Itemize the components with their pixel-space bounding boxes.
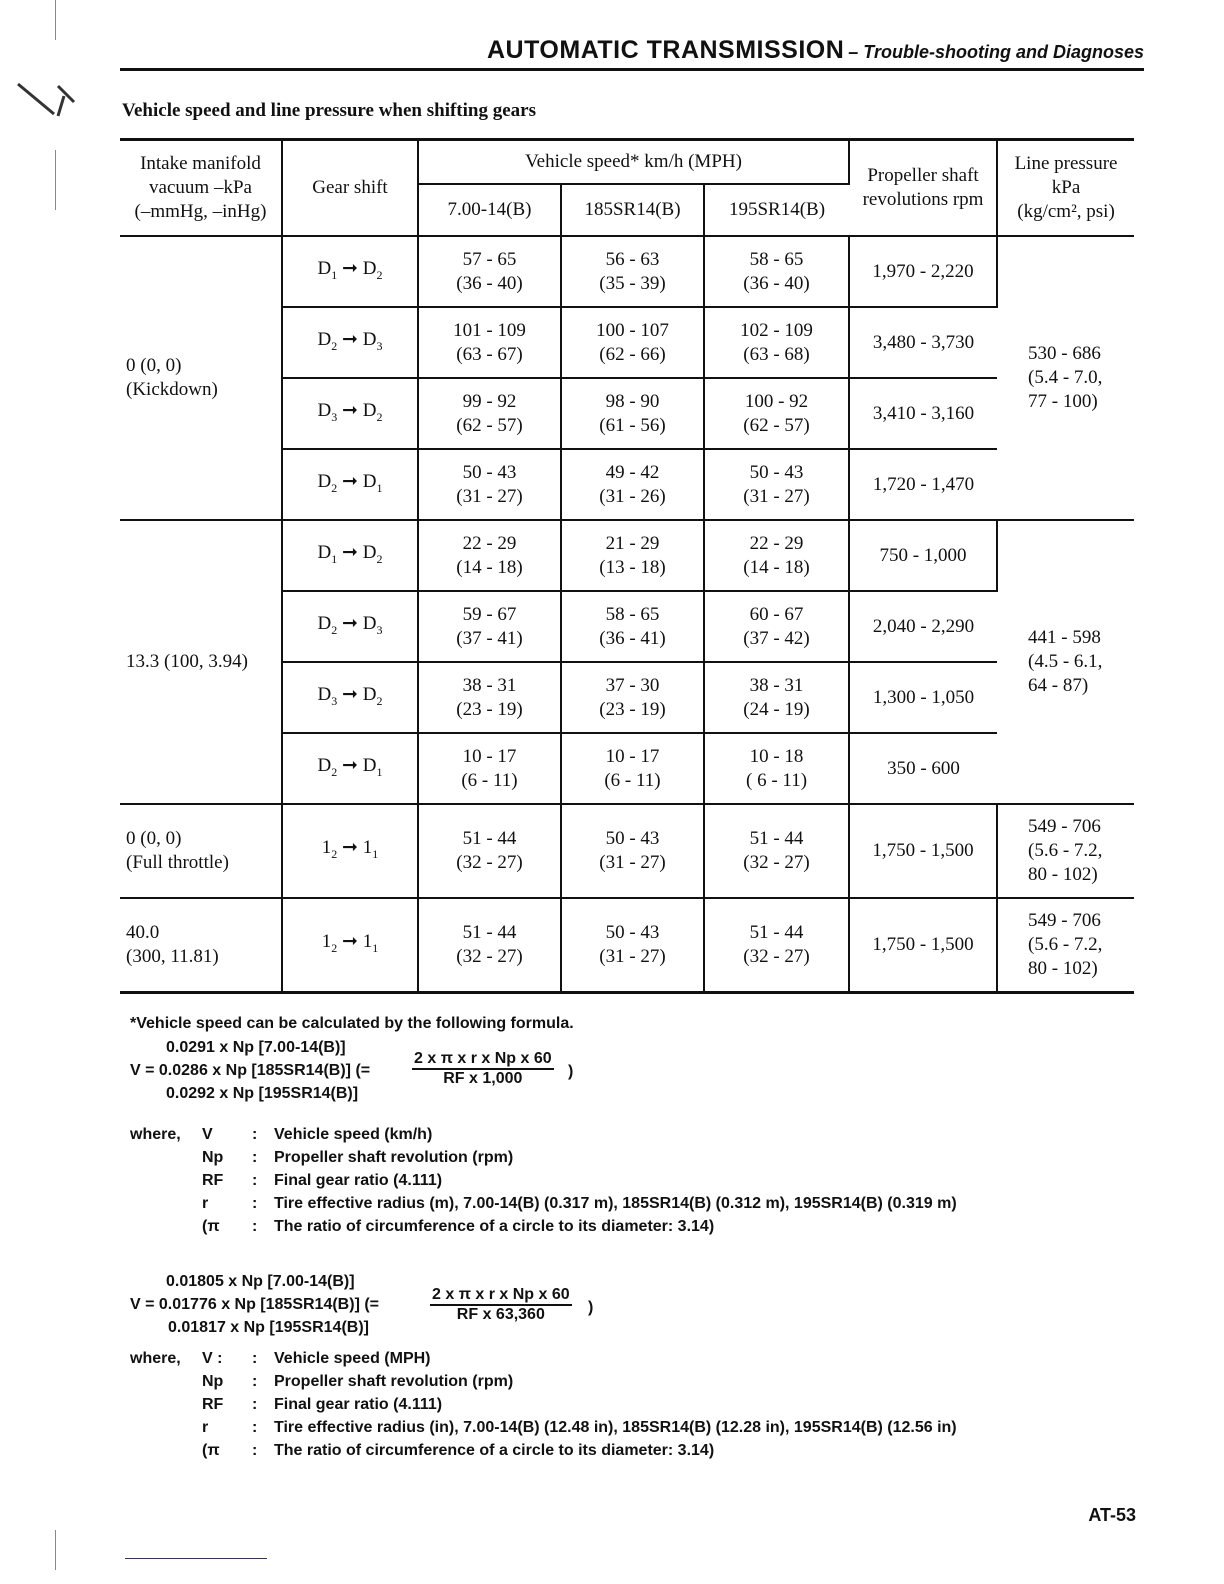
speed-kmh: 99 - 92: [462, 390, 517, 412]
speed-kmh: 21 - 29: [605, 532, 660, 554]
definition: Final gear ratio (4.111): [274, 1172, 443, 1189]
gear-from-sub: 2: [331, 940, 338, 955]
speed-cell-t1: [418, 898, 561, 992]
speed-cell-t3: [704, 804, 849, 898]
definition: Vehicle speed (MPH): [274, 1350, 431, 1367]
speed-kmh: 98 - 90: [605, 390, 660, 412]
table-row: [120, 236, 1134, 307]
header-line: (–mmHg, –inHg): [134, 201, 267, 222]
header-line: vacuum –kPa: [149, 177, 252, 198]
arrow-right-icon: ➞: [342, 470, 358, 492]
colon: :: [252, 1396, 258, 1413]
speed-kmh: 51 - 44: [462, 921, 517, 943]
speed-kmh: 59 - 67: [462, 603, 517, 625]
vacuum-line: 0 (0, 0): [126, 828, 182, 849]
where-rows: [130, 1350, 957, 1465]
col-header-tire1: 7.00-14(B): [418, 184, 561, 236]
speed-kmh: 58 - 65: [605, 603, 660, 625]
speed-kmh: 57 - 65: [462, 248, 517, 270]
line-pressure-cell: [997, 898, 1134, 992]
speed-kmh: 51 - 44: [749, 828, 804, 849]
arrow-right-icon: ➞: [342, 328, 358, 350]
speed-cell-t3: [704, 733, 849, 804]
speed-mph: (31 - 27): [599, 945, 666, 967]
where-row: [130, 1218, 957, 1241]
speed-cell-t3: [704, 898, 849, 992]
definition: Tire effective radius (in), 7.00-14(B) (12.48 in), 185SR14(B) (12.28 in), 195SR14(B) (12.56 in): [274, 1419, 957, 1436]
speed-kmh: 10 - 17: [605, 745, 660, 767]
gear-shift-cell: [282, 378, 418, 449]
formula-mph: [130, 1270, 379, 1339]
gear-to-sub: 1: [376, 480, 383, 495]
gear-from: D: [317, 257, 332, 279]
gear-from-sub: 2: [331, 338, 338, 353]
symbol: RF: [202, 1172, 224, 1189]
vacuum-line: (Kickdown): [126, 379, 218, 400]
gear-from-sub: 2: [331, 846, 338, 861]
speed-mph: (6 - 11): [461, 769, 518, 791]
fraction-denominator: RF x 1,000: [443, 1070, 523, 1087]
where-label: where,: [130, 1126, 181, 1143]
speed-mph: (31 - 26): [599, 485, 666, 507]
where-label: [130, 1396, 202, 1419]
vacuum-cell: [120, 898, 282, 992]
speed-mph: (31 - 27): [456, 485, 523, 507]
arrow-right-icon: ➞: [342, 257, 358, 279]
gear-shift-cell: [282, 449, 418, 520]
where-row: [130, 1419, 957, 1442]
speed-mph: (32 - 27): [743, 852, 810, 873]
speed-mph: (36 - 40): [456, 272, 523, 294]
speed-mph: (62 - 66): [599, 343, 666, 365]
speed-kmh: 50 - 43: [605, 828, 660, 849]
prop-rpm-cell: 350 - 600: [849, 733, 997, 804]
gear-from: D: [317, 754, 332, 776]
gear-to-sub: 3: [376, 622, 383, 637]
gear-to-sub: 1: [376, 764, 383, 779]
table-header-row: [120, 140, 1134, 185]
prop-rpm-cell: 750 - 1,000: [849, 520, 997, 591]
col-header-gear: Gear shift: [282, 140, 418, 237]
formula-line: 0.0291 x Np [7.00-14(B)]: [166, 1039, 346, 1056]
speed-mph: (32 - 27): [743, 945, 810, 967]
where-row: [130, 1126, 957, 1149]
table-row: [120, 804, 1134, 898]
speed-kmh: 10 - 17: [462, 745, 517, 767]
vacuum-line: 13.3 (100, 3.94): [126, 651, 248, 672]
speed-mph: (36 - 41): [599, 627, 666, 649]
arrow-right-icon: ➞: [342, 930, 358, 952]
line-pressure-cell: [997, 520, 1134, 804]
speed-cell-t2: [561, 733, 704, 804]
formula-kmh-fraction: [412, 1050, 554, 1088]
prop-rpm-cell: 1,750 - 1,500: [849, 804, 997, 898]
speed-cell-t1: [418, 520, 561, 591]
header-line: Propeller shaft: [867, 165, 979, 186]
gear-from-sub: 3: [331, 409, 338, 424]
speed-kmh: 50 - 43: [462, 461, 517, 483]
speed-cell-t2: [561, 804, 704, 898]
line-pressure-line: (4.5 - 6.1,: [1028, 651, 1103, 672]
gear-to-sub: 2: [376, 409, 383, 424]
where-list-kmh: [130, 1126, 957, 1241]
speed-cell-t3: [704, 449, 849, 520]
header-line: (kg/cm², psi): [1017, 201, 1115, 222]
speed-cell-t1: [418, 662, 561, 733]
line-pressure-line: 77 - 100): [1028, 391, 1098, 412]
speed-cell-t3: [704, 662, 849, 733]
speed-kmh: 101 - 109: [453, 319, 526, 341]
table-row: [120, 520, 1134, 591]
speed-cell-t2: [561, 520, 704, 591]
speed-cell-t3: [704, 591, 849, 662]
where-label: [130, 1195, 202, 1218]
colon: :: [252, 1195, 258, 1212]
line-pressure-line: 80 - 102): [1028, 864, 1098, 885]
speed-cell-t2: [561, 591, 704, 662]
speed-mph: (32 - 27): [456, 852, 523, 873]
where-row: [130, 1350, 957, 1373]
line-pressure-line: (5.4 - 7.0,: [1028, 367, 1103, 388]
scan-margin-line: [55, 150, 56, 210]
speed-mph: (23 - 19): [456, 698, 523, 720]
gear-to-sub: 1: [372, 940, 379, 955]
prop-rpm-cell: 3,480 - 3,730: [849, 307, 997, 378]
gear-from-sub: 1: [331, 267, 338, 282]
where-label: [130, 1218, 202, 1241]
where-label: [130, 1442, 202, 1465]
gear-to-sub: 2: [376, 693, 383, 708]
gear-from: D: [317, 399, 332, 421]
speed-mph: (37 - 41): [456, 627, 523, 649]
speed-cell-t1: [418, 733, 561, 804]
col-header-vacuum: [120, 140, 282, 237]
where-label: where,: [130, 1350, 181, 1367]
formula-line: 0.01817 x Np [195SR14(B)]: [168, 1319, 369, 1336]
fraction-numerator: 2 x π x r x Np x 60: [430, 1286, 572, 1306]
fraction-numerator: 2 x π x r x Np x 60: [412, 1050, 554, 1070]
definition: Vehicle speed (km/h): [274, 1126, 433, 1143]
gear-from: D: [317, 612, 332, 634]
section-title: Vehicle speed and line pressure when shifting gears: [122, 100, 536, 121]
speed-mph: (62 - 57): [456, 414, 523, 436]
gear-shift-cell: [282, 662, 418, 733]
line-pressure-line: 549 - 706: [1028, 816, 1101, 837]
speed-cell-t1: [418, 378, 561, 449]
gear-from: D: [317, 470, 332, 492]
gear-to: D: [362, 257, 377, 279]
gear-from-sub: 2: [331, 622, 338, 637]
line-pressure-cell: [997, 804, 1134, 898]
speed-kmh: 22 - 29: [749, 532, 804, 554]
where-row: [130, 1442, 957, 1465]
speed-cell-t2: [561, 307, 704, 378]
speed-kmh: 58 - 65: [749, 248, 804, 270]
where-row: [130, 1172, 957, 1195]
colon: :: [252, 1442, 258, 1459]
speed-mph: (61 - 56): [599, 414, 666, 436]
speed-cell-t2: [561, 449, 704, 520]
speed-cell-t1: [418, 449, 561, 520]
speed-cell-t2: [561, 662, 704, 733]
header-line: kPa: [1051, 177, 1081, 198]
vacuum-cell: [120, 236, 282, 520]
definition: Propeller shaft revolution (rpm): [274, 1149, 514, 1166]
speed-cell-t3: [704, 520, 849, 591]
arrow-right-icon: ➞: [342, 399, 358, 421]
speed-kmh: 37 - 30: [605, 674, 660, 696]
where-label: [130, 1373, 202, 1396]
speed-cell-t1: [418, 804, 561, 898]
speed-kmh: 22 - 29: [462, 532, 517, 554]
vacuum-line: 0 (0, 0): [126, 355, 182, 376]
speed-cell-t3: [704, 378, 849, 449]
gear-to: D: [362, 683, 377, 705]
speed-mph: (14 - 18): [743, 556, 810, 578]
gear-shift-cell: [282, 520, 418, 591]
prop-rpm-cell: 2,040 - 2,290: [849, 591, 997, 662]
definition: Final gear ratio (4.111): [274, 1396, 443, 1413]
vacuum-line: (300, 11.81): [126, 945, 219, 967]
definition: The ratio of circumference of a circle to its diameter: 3.14): [274, 1442, 715, 1459]
speed-pressure-table: [120, 138, 1134, 994]
formula-kmh: [130, 1036, 370, 1105]
formula-line: 0.01805 x Np [7.00-14(B)]: [166, 1273, 355, 1290]
vacuum-line: (Full throttle): [126, 852, 229, 873]
gear-to: D: [362, 328, 377, 350]
speed-mph: (63 - 67): [456, 343, 523, 365]
where-row: [130, 1373, 957, 1396]
gear-shift-cell: [282, 307, 418, 378]
symbol: RF: [202, 1396, 224, 1413]
header-line: Intake manifold: [140, 153, 261, 174]
prop-rpm-cell: 1,750 - 1,500: [849, 898, 997, 992]
speed-cell-t1: [418, 307, 561, 378]
gear-to: 1: [362, 930, 373, 952]
page-header: [120, 36, 1144, 65]
speed-cell-t3: [704, 307, 849, 378]
header-line: revolutions rpm: [862, 189, 984, 210]
gear-from-sub: 2: [331, 480, 338, 495]
speed-kmh: 38 - 31: [462, 674, 517, 696]
formula-line: 0.0292 x Np [195SR14(B)]: [166, 1085, 359, 1102]
where-label: [130, 1172, 202, 1195]
gear-from-sub: 2: [331, 764, 338, 779]
colon: :: [252, 1419, 258, 1436]
speed-mph: (31 - 27): [743, 485, 810, 507]
page-number: AT-53: [1088, 1505, 1136, 1525]
speed-kmh: 10 - 18: [749, 745, 804, 767]
gear-from-sub: 1: [331, 551, 338, 566]
footer-rule: [125, 1558, 267, 1559]
gear-to-sub: 1: [372, 846, 379, 861]
speed-mph: (14 - 18): [456, 556, 523, 578]
line-pressure-line: 80 - 102): [1028, 957, 1098, 979]
line-pressure-line: (5.6 - 7.2,: [1028, 840, 1103, 861]
header-subtitle: – Trouble-shooting and Diagnoses: [848, 42, 1144, 62]
speed-mph: (35 - 39): [599, 272, 666, 294]
speed-mph: (32 - 27): [456, 945, 523, 967]
scan-margin-line: [55, 0, 56, 40]
arrow-right-icon: ➞: [342, 754, 358, 776]
where-rows: [130, 1126, 957, 1241]
speed-cell-t2: [561, 236, 704, 307]
line-pressure-line: (5.6 - 7.2,: [1028, 933, 1103, 955]
corner-mark-icon: [14, 76, 84, 126]
speed-kmh: 50 - 43: [749, 461, 804, 483]
formula-mph-fraction: [430, 1286, 572, 1324]
gear-to: D: [362, 612, 377, 634]
gear-shift-cell: [282, 591, 418, 662]
speed-cell-t1: [418, 236, 561, 307]
line-pressure-line: 549 - 706: [1028, 909, 1101, 931]
definition: Propeller shaft revolution (rpm): [274, 1373, 514, 1390]
speed-mph: (24 - 19): [743, 698, 810, 720]
col-header-line: [997, 140, 1134, 237]
col-header-tire2: 185SR14(B): [561, 184, 704, 236]
symbol: V :: [202, 1350, 223, 1367]
speed-kmh: 56 - 63: [605, 248, 660, 270]
formula-line: V = 0.01776 x Np [185SR14(B)] (=: [130, 1296, 380, 1313]
symbol: Np: [202, 1373, 224, 1390]
col-header-prop: [849, 140, 997, 237]
gear-shift-cell: [282, 733, 418, 804]
gear-to: D: [362, 541, 377, 563]
gear-from: D: [317, 328, 332, 350]
formula-close: ): [568, 1063, 574, 1080]
speed-mph: (62 - 57): [743, 414, 810, 436]
speed-cell-t2: [561, 898, 704, 992]
where-row: [130, 1396, 957, 1419]
gear-from: D: [317, 683, 332, 705]
gear-to: D: [362, 399, 377, 421]
gear-to-sub: 3: [376, 338, 383, 353]
scan-margin-line: [55, 1530, 56, 1570]
prop-rpm-cell: 1,720 - 1,470: [849, 449, 997, 520]
arrow-right-icon: ➞: [342, 541, 358, 563]
vacuum-cell: [120, 804, 282, 898]
formula-line: V = 0.0286 x Np [185SR14(B)] (=: [130, 1062, 371, 1079]
line-pressure-cell: [997, 236, 1134, 520]
prop-rpm-cell: 3,410 - 3,160: [849, 378, 997, 449]
speed-mph: (23 - 19): [599, 698, 666, 720]
gear-shift-cell: [282, 898, 418, 992]
symbol: (π: [202, 1442, 220, 1459]
footnote: *Vehicle speed can be calculated by the following formula.: [130, 1015, 574, 1032]
colon: :: [252, 1126, 258, 1143]
col-header-speed: Vehicle speed* km/h (MPH): [418, 140, 849, 185]
gear-to: D: [362, 470, 377, 492]
table-body: [120, 236, 1134, 992]
speed-cell-t3: [704, 236, 849, 307]
symbol: (π: [202, 1218, 220, 1235]
speed-mph: (6 - 11): [604, 769, 661, 791]
speed-kmh: 50 - 43: [605, 921, 660, 943]
line-pressure-line: 64 - 87): [1028, 675, 1089, 696]
colon: :: [252, 1218, 258, 1235]
symbol: r: [202, 1195, 209, 1212]
gear-to-sub: 2: [376, 551, 383, 566]
where-label: [130, 1419, 202, 1442]
speed-kmh: 38 - 31: [749, 674, 804, 696]
symbol: r: [202, 1419, 209, 1436]
definition: The ratio of circumference of a circle to its diameter: 3.14): [274, 1218, 715, 1235]
speed-kmh: 51 - 44: [462, 828, 517, 849]
line-pressure-line: 441 - 598: [1028, 627, 1101, 648]
colon: :: [252, 1350, 258, 1367]
symbol: Np: [202, 1149, 224, 1166]
arrow-right-icon: ➞: [342, 837, 358, 859]
speed-mph: (36 - 40): [743, 272, 810, 294]
where-label: [130, 1149, 202, 1172]
speed-kmh: 100 - 107: [596, 319, 669, 341]
symbol: V: [202, 1126, 213, 1143]
header-title: AUTOMATIC TRANSMISSION: [487, 36, 845, 64]
speed-mph: (31 - 27): [599, 852, 666, 873]
col-header-tire3: 195SR14(B): [704, 184, 849, 236]
line-pressure-line: 530 - 686: [1028, 343, 1101, 364]
table-row: [120, 898, 1134, 992]
gear-shift-cell: [282, 804, 418, 898]
speed-mph: (63 - 68): [743, 343, 810, 365]
fraction-denominator: RF x 63,360: [456, 1306, 545, 1323]
speed-mph: (13 - 18): [599, 556, 666, 578]
colon: :: [252, 1149, 258, 1166]
speed-kmh: 60 - 67: [749, 603, 804, 625]
gear-to-sub: 2: [376, 267, 383, 282]
speed-kmh: 100 - 92: [744, 390, 809, 412]
vacuum-cell: [120, 520, 282, 804]
where-row: [130, 1195, 957, 1218]
header-line: Line pressure: [1014, 153, 1118, 174]
definition: Tire effective radius (m), 7.00-14(B) (0.317 m), 185SR14(B) (0.312 m), 195SR14(B) (0.319 m): [274, 1195, 957, 1212]
gear-to: D: [362, 754, 377, 776]
gear-from-sub: 3: [331, 693, 338, 708]
where-list-mph: [130, 1350, 957, 1465]
speed-cell-t2: [561, 378, 704, 449]
gear-from: 1: [321, 930, 332, 952]
speed-cell-t1: [418, 591, 561, 662]
gear-shift-cell: [282, 236, 418, 307]
colon: :: [252, 1373, 258, 1390]
speed-mph: (37 - 42): [743, 627, 810, 649]
vacuum-line: 40.0: [126, 921, 160, 943]
speed-kmh: 51 - 44: [749, 921, 804, 943]
speed-kmh: 49 - 42: [605, 461, 660, 483]
colon: :: [252, 1172, 258, 1189]
arrow-right-icon: ➞: [342, 683, 358, 705]
prop-rpm-cell: 1,970 - 2,220: [849, 236, 997, 307]
formula-close: ): [588, 1299, 594, 1316]
speed-mph: ( 6 - 11): [746, 769, 808, 791]
gear-from: 1: [321, 837, 332, 859]
gear-to: 1: [362, 837, 373, 859]
gear-from: D: [317, 541, 332, 563]
speed-kmh: 102 - 109: [740, 319, 813, 341]
header-rule: [120, 68, 1144, 71]
where-row: [130, 1149, 957, 1172]
arrow-right-icon: ➞: [342, 612, 358, 634]
prop-rpm-cell: 1,300 - 1,050: [849, 662, 997, 733]
